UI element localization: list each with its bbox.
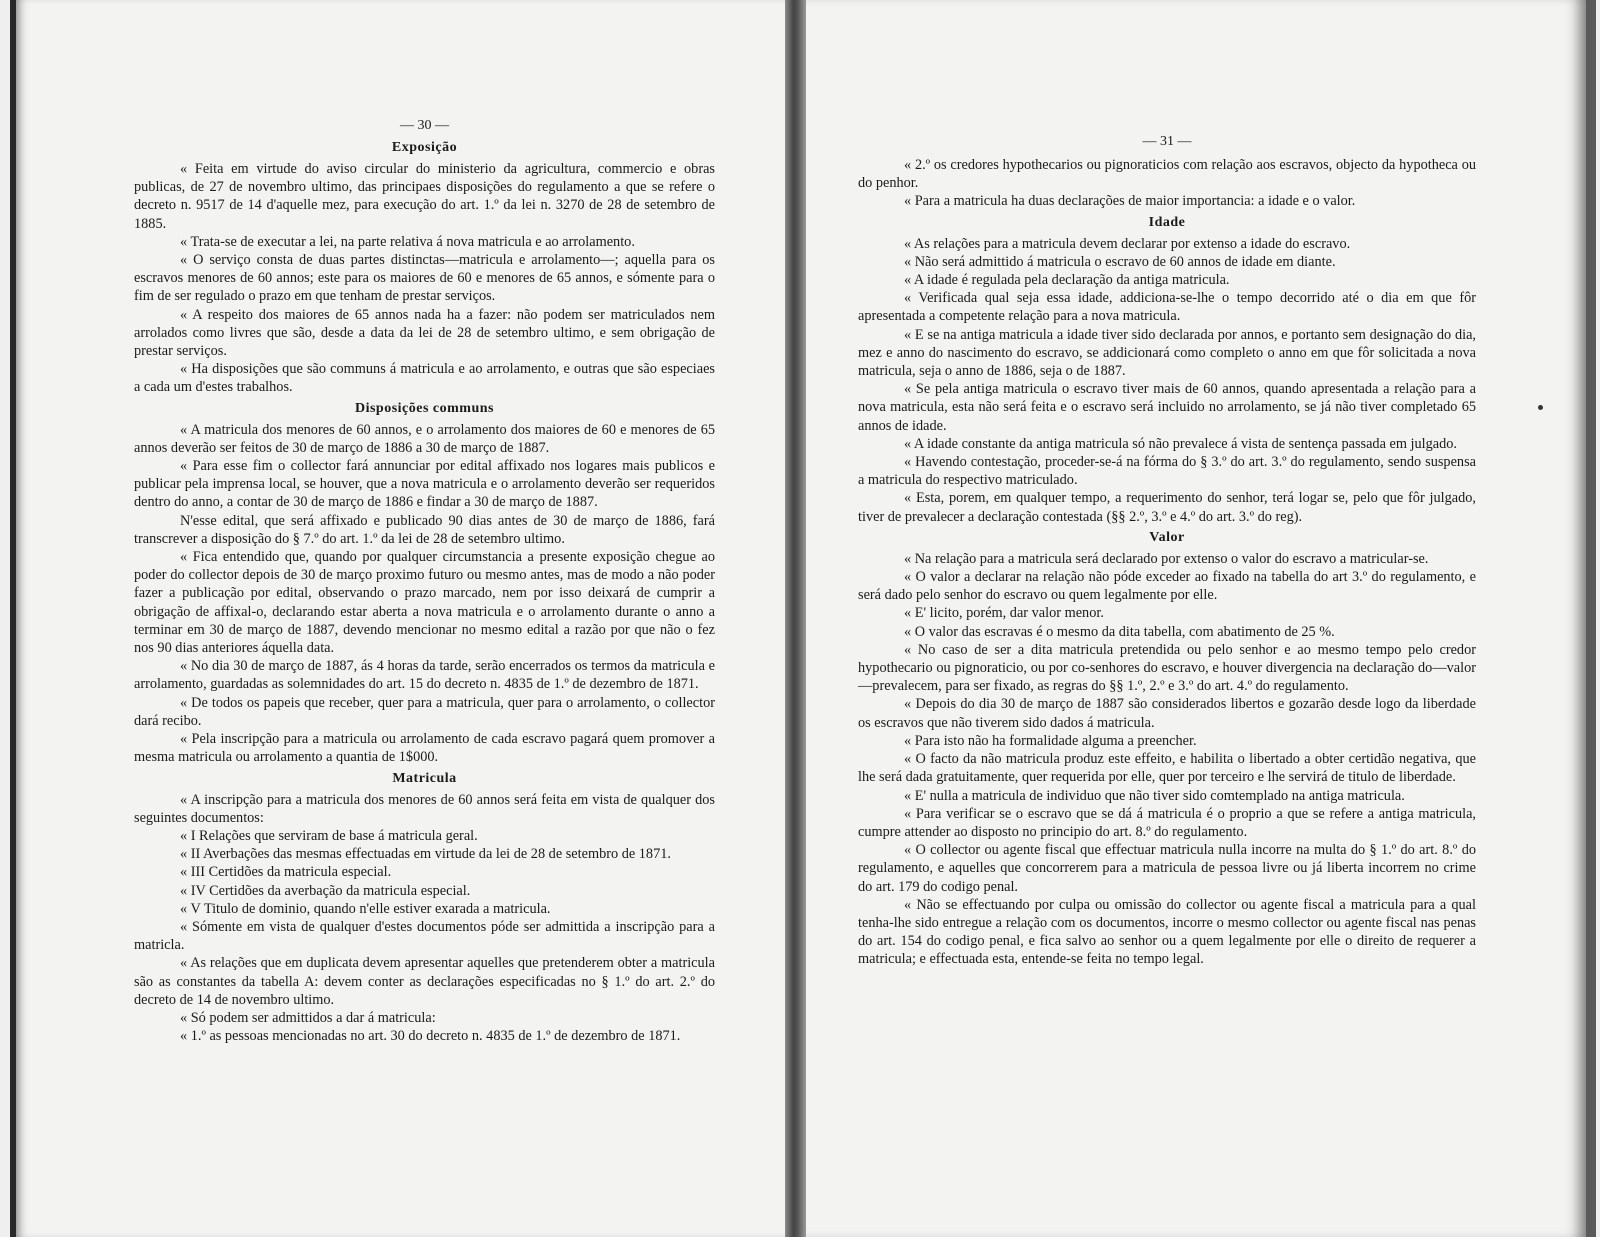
paragraph: « A idade é regulada pela declaração da antiga matricula. <box>904 272 1230 289</box>
paragraph: « Pela inscripção para a matricula ou arrolamento de cada escravo pagará quem promover a mesma matricula ou arrolamento a quantia de 1$000. <box>134 731 715 766</box>
paragraph: « Feita em virtude do aviso circular do ministerio da agricultura, commercio e obras publicas, de 27 de novembro ultimo, das principaes disposições do regulamento a que se refere o decreto n. 9517 de 14 d'aquelle mez, para execução do art. 1.º da lei n. 3270 de 28 de setembro de 1885. <box>134 161 715 232</box>
paragraph: « Esta, porem, em qualquer tempo, a requerimento do senhor, terá logar se, pelo que fôr julgado, tiver de prevalecer a declaração contestada (§§ 2.º, 3.º e 4.º do art. 3.º do reg). <box>858 490 1476 525</box>
paragraph: « Fica entendido que, quando por qualquer circumstancia a presente exposição chegue ao poder do collector depois de 30 de março proximo futuro ou mesmo antes, mas de modo a não poder fazer a publicação por edital, observando o prazo marcado, nem por isso deixará de cumprir a obrigação de affixal-o, declarando estar aberta a nova matricula e o arrolamento durante o anno a terminar em 30 de março de 1887, devendo mencionar no mesmo edital a razão por que não o fez nos 90 dias anteriores áquella data. <box>134 549 715 657</box>
paragraph: « Para isto não ha formalidade alguma a preencher. <box>904 732 1197 749</box>
paragraph: « O valor das escravas é o mesmo da dita tabella, com abatimento de 25 %. <box>904 623 1335 640</box>
paragraph: « Sómente em vista de qualquer d'estes documentos póde ser admittida a inscripção para a matricla. <box>134 918 715 954</box>
paragraph: « V Titulo de dominio, quando n'elle estiver exarada a matricula. <box>180 900 551 917</box>
page-content <box>858 156 1476 969</box>
paragraph: « As relações que em duplicata devem apresentar aquelles que pretenderem obter a matricula são as constantes da tabella A: devem conter as declarações especificadas no § 1.º do art. 2.º do decreto de 14 de novembro ultimo. <box>134 955 715 1008</box>
paragraph: « A respeito dos maiores de 65 annos nada ha a fazer: não podem ser matriculados nem arrolados como livres que são, desde a data da lei de 28 de setembro ultimo, e sem obrigação de prestar serviços. <box>134 306 715 360</box>
paragraph: « Para esse fim o collector fará annunciar por edital affixado nos logares mais publicos e publicar pela imprensa local, se houver, que a nova matricula e o arrolamento deverão ser requeridos dentro do anno, a contar de 30 de março de 1886 e findar a 30 de março de 1887. <box>134 458 715 511</box>
paragraph: « Não se effectuando por culpa ou omissão do collector ou agente fiscal a matricula para a qual tenha-lhe sido entregue a relação com os documentos, incorre o mesmo collector ou agente fiscal nas penas do art. 154 do codigo penal, e fica salvo ao senhor ou a quem legalmente por elle o direito de requerer a matricula; e effectuada esta, entende-se feita no tempo legal. <box>858 896 1476 968</box>
section-heading: Disposições communs <box>354 400 494 416</box>
section-heading: Exposição <box>391 140 458 155</box>
paragraph: « III Certidões da matricula especial. <box>180 864 392 881</box>
paragraph: « 2.º os credores hypothecarios ou pignoraticios com relação aos escravos, objecto da hypotheca ou do penhor. <box>858 157 1476 192</box>
paragraph: « 1.º as pessoas mencionadas no art. 30 do decreto n. 4835 de 1.º de dezembro de 1871. <box>180 1028 681 1045</box>
paragraph: « O valor a declarar na relação não póde exceder ao fixado na tabella do art 3.º do regulamento, e será dado pelo senhor do escravo ou quem legalmente por elle. <box>858 569 1476 604</box>
paragraph: « Ha disposições que são communs á matricula e ao arrolamento, e outras que são especiaes a cada um d'estes trabalhos. <box>134 361 715 396</box>
paragraph: « Havendo contestação, proceder-se-á na fórma do § 3.º do art. 3.º do regulamento, sendo suspensa a matricula do respectivo matriculado. <box>858 454 1476 489</box>
paragraph: « Depois do dia 30 de março de 1887 são considerados libertos e gozarão desde logo da liberdade os escravos que não tiverem sido dados á matricula. <box>858 696 1476 731</box>
paragraph: « IV Certidões da averbação da matricula especial. <box>180 882 471 899</box>
paragraph: « E' licito, porém, dar valor menor. <box>904 605 1104 622</box>
paragraph: « E' nulla a matricula de individuo que não tiver sido comtemplado na antiga matricula. <box>904 787 1405 804</box>
paragraph: « A idade constante da antiga matricula só não prevalece á vista de sentença passada em julgado. <box>904 435 1457 452</box>
paragraph: « Só podem ser admittidos a dar á matricula: <box>180 1009 436 1026</box>
paragraph: « Para a matricula ha duas declarações de maior importancia: a idade e o valor. <box>904 193 1356 210</box>
page-number: — 31 — <box>1142 134 1192 149</box>
paragraph: « Verificada qual seja essa idade, addiciona-se-lhe o tempo decorrido até o dia em que fôr apresentada a competente relação para a nova matricula. <box>858 290 1476 325</box>
paragraph: « A matricula dos menores de 60 annos, e o arrolamento dos maiores de 60 e menores de 65 annos deverão ser feitos de 30 de março de 1886 a 30 de março de 1887. <box>134 421 715 456</box>
paragraph: « O facto da não matricula produz este effeito, e habilita o libertado a obter certidão negativa, que lhe será dada gratuitamente, quer requerida por elle, quer por terceiro e lhe servirá de titulo de liberdade. <box>858 751 1476 786</box>
paragraph: « Não será admittido á matricula o escravo de 60 annos de idade em diante. <box>904 253 1336 270</box>
paragraph: N'esse edital, que será affixado e publicado 90 dias antes de 30 de março de 1886, fará transcrever a disposição do § 7.º do art. 1.º da lei de 28 de setembro ultimo. <box>134 512 715 547</box>
page-content <box>134 140 715 1045</box>
right-page <box>806 0 1596 1237</box>
paragraph: « Para verificar se o escravo que se dá á matricula é o proprio a que se refere a antiga matricula, cumpre attender ao disposto no principio do art. 8.º do regulamento. <box>858 805 1476 840</box>
ink-mark <box>1538 405 1543 410</box>
paragraph: « I Relações que serviram de base á matricula geral. <box>180 827 478 844</box>
section-heading: Valor <box>1149 529 1185 545</box>
paragraph: « E se na antiga matricula a idade tiver sido declarada por annos, e portanto sem designação do dia, mez e anno do nascimento do escravo, se addicionará como completo o anno em que fôr solicitada a nova matricula, seja o anno de 1886, seja o de 1887. <box>858 326 1476 380</box>
paragraph: « O serviço consta de duas partes distinctas—matricula e arrolamento—; aquella para os escravos menores de 60 annos; este para os maiores de 60 e menores de 65 annos, e sómente para o fim de ser regulado o prazo em que tenham de prestar serviços. <box>134 252 715 305</box>
page-number: — 30 — <box>400 118 449 133</box>
paragraph: « Se pela antiga matricula o escravo tiver mais de 60 annos, quando apresentada a relação para a nova matricula, esta não será feita e o escravo será incluido no arrolamento, se já não tiver completado 65 annos de idade. <box>858 381 1476 434</box>
paragraph: « A inscripção para a matricula dos menores de 60 annos será feita em vista de qualquer dos seguintes documentos: <box>134 791 715 826</box>
section-heading: Idade <box>1148 214 1186 230</box>
left-page <box>10 0 785 1237</box>
book-gutter <box>785 0 806 1237</box>
paragraph: « De todos os papeis que receber, quer para a matricula, quer para o arrolamento, o collector dará recibo. <box>134 694 715 729</box>
paragraph: « No caso de ser a dita matricula pretendida ou pelo senhor e ao mesmo tempo pelo credor hypothecario ou pignoraticio, ou por co-senhores do escravo, e houver divergencia na declaração do—valor—prevalecem, para ser fixado, as regras do §§ 1.º, 2.º e 3.º do art. 4.º do regulamento. <box>858 641 1476 695</box>
paragraph: « Trata-se de executar a lei, na parte relativa á nova matricula e ao arrolamento. <box>180 233 635 250</box>
paragraph: « O collector ou agente fiscal que effectuar matricula nulla incorre na multa do § 1.º do art. 8.º do regulamento, e aquelles que concorrerem para a matricula de pessoa livre ou já liberta incorrem no crime do art. 179 do codigo penal. <box>858 842 1476 895</box>
paragraph: « II Averbações das mesmas effectuadas em virtude da lei de 28 de setembro de 1871. <box>180 846 671 863</box>
paragraph: « Na relação para a matricula será declarado por extenso o valor do escravo a matricular-se. <box>904 550 1429 567</box>
section-heading: Matricula <box>392 770 457 786</box>
paragraph: « No dia 30 de março de 1887, ás 4 horas da tarde, serão encerrados os termos da matricula e arrolamento, guardadas as solemnidades do art. 15 do decreto n. 4835 de 1.º de dezembro de 1871. <box>134 658 715 693</box>
paragraph: « As relações para a matricula devem declarar por extenso a idade do escravo. <box>904 235 1351 252</box>
